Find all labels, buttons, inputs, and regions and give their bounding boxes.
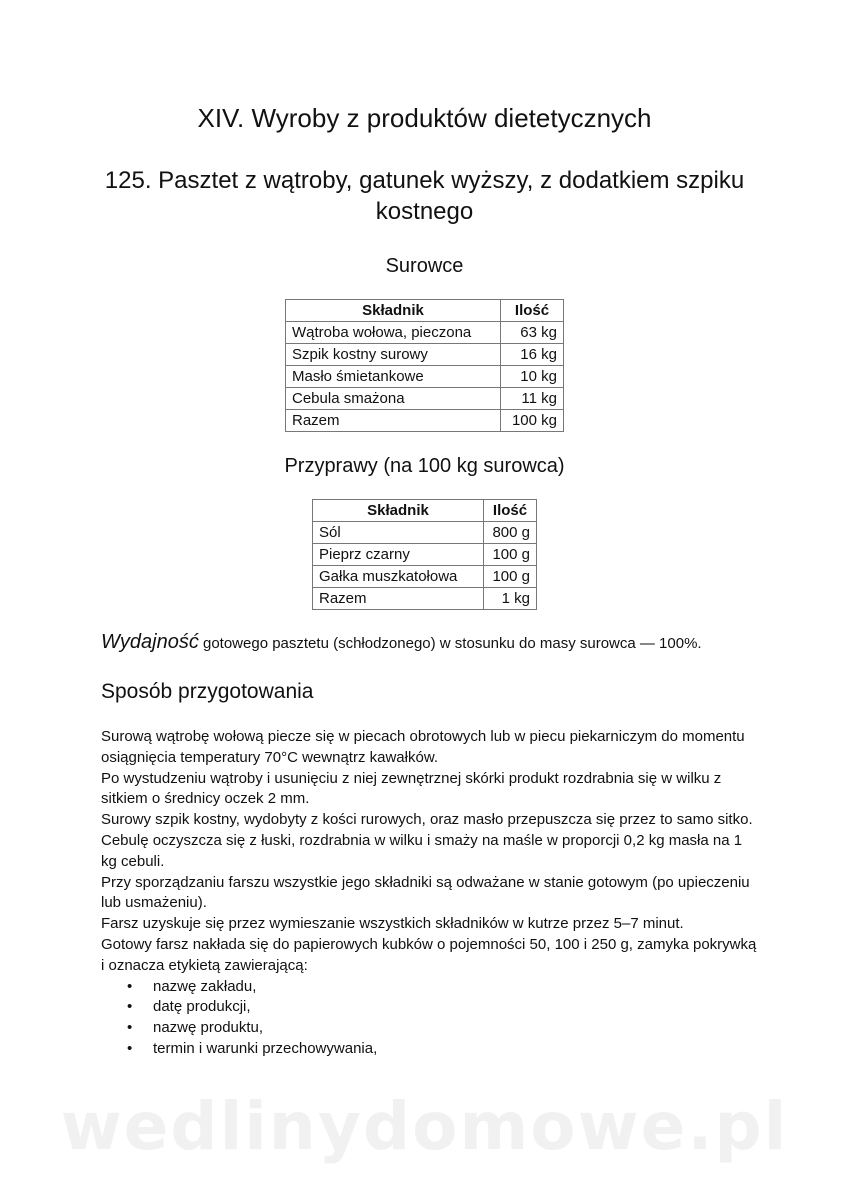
chapter-title: XIV. Wyroby z produktów dietetycznych [197,103,652,133]
spice-name: Gałka muszkatołowa [313,566,484,588]
table-row [313,544,537,566]
ingredient-name: Szpik kostny surowy [286,344,501,366]
column-header: Ilość [484,500,537,522]
spice-quantity: 100 g [484,544,537,566]
method-paragraph: Cebulę oczyszcza się z łuski, rozdrabnia w wilku i smaży na maśle w proporcji 0,2 kg masła na 1 kg cebuli. [101,831,743,870]
method-body [101,727,761,1060]
ingredient-name: Razem [286,410,501,432]
label-contents-list [101,977,761,1060]
list-item: • nazwę zakładu, [153,977,761,998]
table-row [313,566,537,588]
ingredient-quantity: 16 kg [501,344,564,366]
spices-heading: Przyprawy (na 100 kg surowca) [284,455,565,477]
table-row [286,366,564,388]
table-total-row [286,410,564,432]
spice-name: Razem [313,588,484,610]
method-paragraph: Gotowy farsz nakłada się do papierowych kubków o pojemności 50, 100 i 250 g, zamyka pokrywką i oznacza etykietą zawierającą: [101,935,757,974]
yield-statement [101,630,801,656]
method-paragraph: Po wystudzeniu wątroby i usunięciu z niej zewnętrznej skórki produkt rozdrabnia się w wilku z sitkiem o średnicy oczek 2 mm. [101,769,722,808]
list-item: • termin i warunki przechowywania, [153,1039,761,1060]
ingredient-name: Masło śmietankowe [286,366,501,388]
table-row [286,344,564,366]
ingredient-quantity: 10 kg [501,366,564,388]
spice-name: Sól [313,522,484,544]
yield-text: gotowego pasztetu (schłodzonego) w stosunku do masy surowca — 100%. [202,635,702,652]
method-paragraph: Surową wątrobę wołową piecze się w piecach obrotowych lub w piecu piekarniczym do momentu osiągnięcia temperatury 70°C wewnątrz kawałków. [101,728,745,766]
spice-name: Pieprz czarny [313,544,484,566]
table-row [286,388,564,410]
method-paragraph: Przy sporządzaniu farszu wszystkie jego składniki są odważane w stanie gotowym (po upieczeniu lub usmażeniu). [101,873,750,912]
yield-term: Wydajność [101,631,199,653]
table-row [286,322,564,344]
ingredient-name: Wątroba wołowa, pieczona [286,322,501,344]
table-header-row [286,300,564,322]
column-header: Składnik [313,500,484,522]
table-header-row [313,500,537,522]
spices-table [312,499,537,610]
method-paragraph: Surowy szpik kostny, wydobyty z kości rurowych, oraz masło przepuszcza się przez to samo sitko. [101,811,753,829]
ingredient-quantity: 11 kg [501,388,564,410]
column-header: Ilość [501,300,564,322]
list-item: • nazwę produktu, [153,1018,761,1039]
column-header: Składnik [286,300,501,322]
raw-materials-table [285,299,564,432]
ingredient-quantity: 100 kg [501,410,564,432]
ingredient-quantity: 63 kg [501,322,564,344]
spice-quantity: 1 kg [484,588,537,610]
table-total-row [313,588,537,610]
list-item: • datę produkcji, [153,997,761,1018]
ingredient-name: Cebula smażona [286,388,501,410]
spice-quantity: 800 g [484,522,537,544]
recipe-title: 125. Pasztet z wątroby, gatunek wyższy, z dodatkiem szpiku kostnego [104,167,745,225]
raw-materials-heading: Surowce [385,255,464,277]
table-row [313,522,537,544]
method-heading: Sposób przygotowania [101,680,314,703]
watermark: wedlinydomowe.pl [60,1088,789,1165]
spice-quantity: 100 g [484,566,537,588]
method-paragraph: Farsz uzyskuje się przez wymieszanie wszystkich składników w kutrze przez 5–7 minut. [101,915,684,933]
